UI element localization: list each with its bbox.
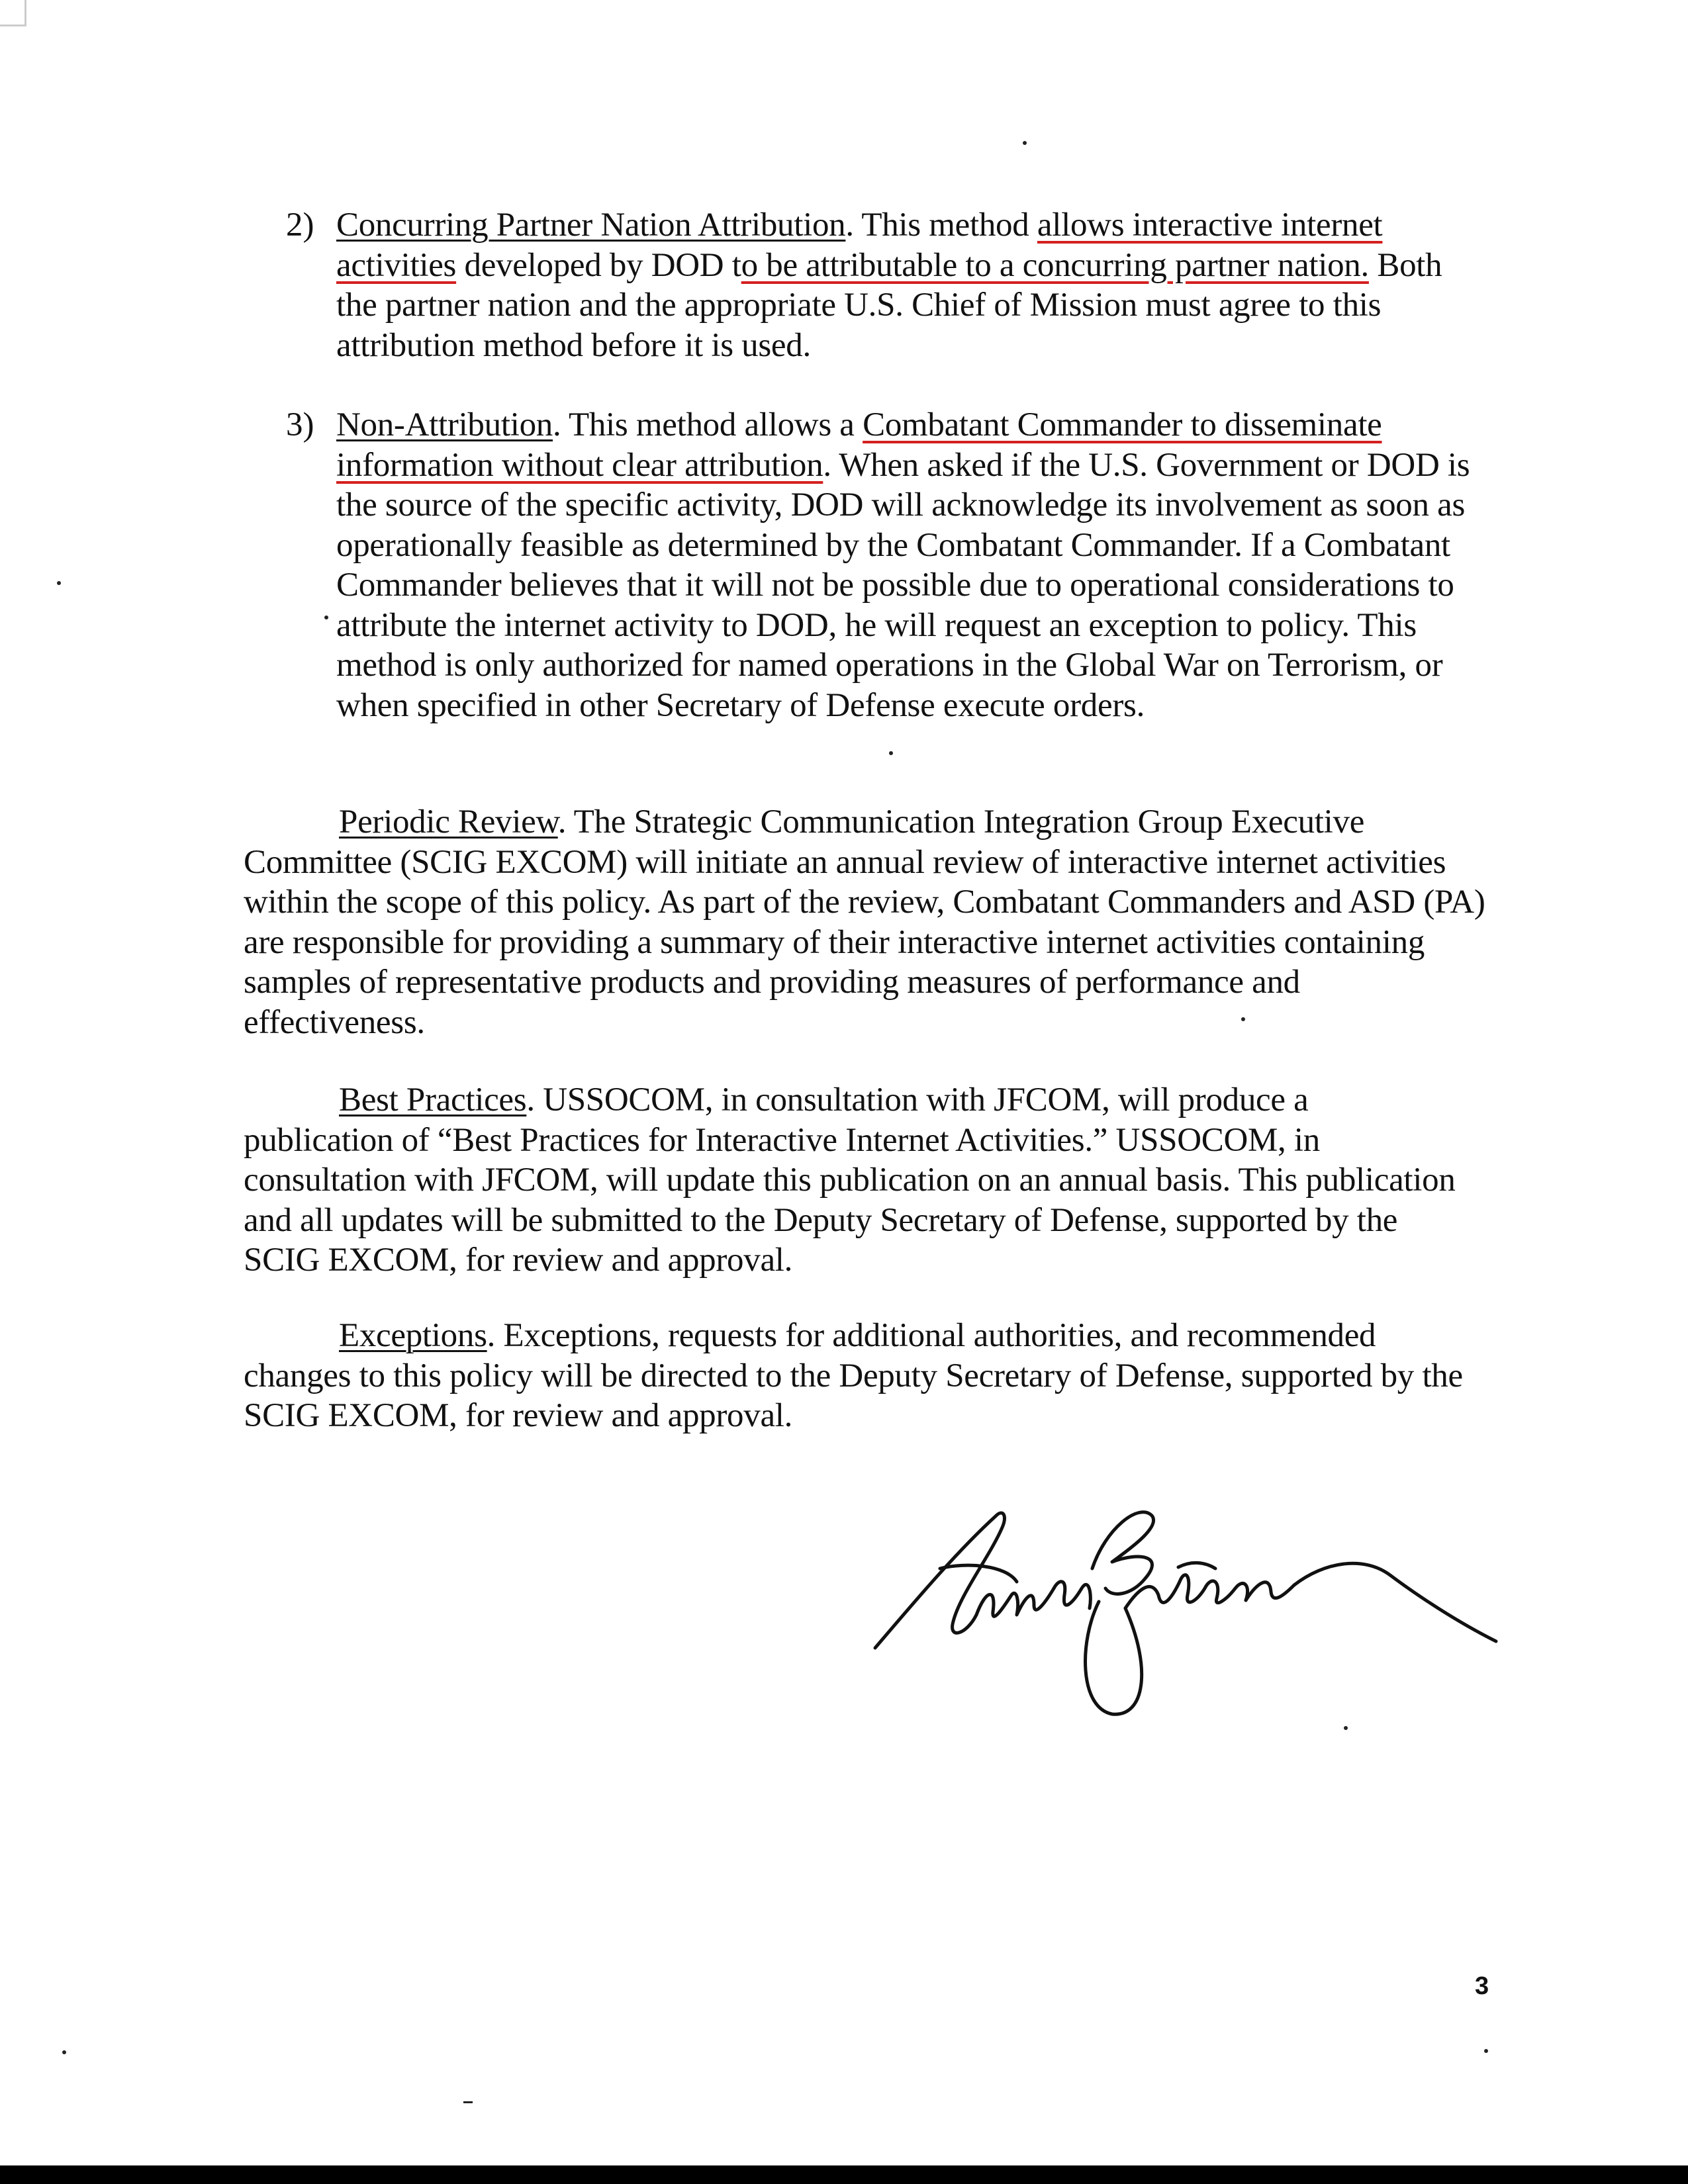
periodic-review-text: . The Strategic Communication Integration Group Executive Committee (SCIG EXCOM) will initiate an annual review of interactive internet activities within the scope of this policy. As part of the review, Combatant Commanders and ASD (PA) are responsible for providing a summary of their interactive internet activities containing samples of representative products and providing measures of performance and effectiveness.: [244, 803, 1485, 1041]
item-2-text-c: Both the partner nation and the appropriate U.S. Chief of Mission must agree to this attribution method before it is used.: [336, 246, 1442, 364]
item-2-red-underline-2: o be attributable to a concurring partner nation.: [741, 246, 1369, 284]
scan-speck: [889, 751, 893, 755]
best-practices-heading: Best Practices: [339, 1081, 527, 1118]
scan-speck: [463, 2101, 473, 2103]
item-3-number: 3): [286, 406, 314, 443]
handwritten-signature: [861, 1489, 1516, 1741]
exceptions-paragraph: [244, 1316, 1488, 1436]
scan-corner-mark: [0, 0, 26, 26]
item-2-red-underline-1: allows interactive internet activities: [336, 206, 1383, 284]
exceptions-text: . Exceptions, requests for additional authorities, and recommended changes to this policy will be directed to the Deputy Secretary of Defense, supported by the SCIG EXCOM, for review and approval.: [244, 1317, 1463, 1434]
item-3-text-a: . This method allows a: [552, 406, 863, 443]
item-3-text-b: . When asked if the U.S. Government or DOD is the source of the specific activity, DOD will acknowledge its involvement as soon as operationally feasible as determined by the Combatant Commander. If a Combatant Commander believes that it will not be possible due to operational considerations to attribute the internet activity to DOD, he will request an exception to policy. This method is only authorized for named operations in the Global War on Terrorism, or when specified in other Secretary of Defense execute orders.: [336, 446, 1470, 724]
item-3-heading: Non-Attribution: [336, 406, 553, 443]
scan-speck: [57, 581, 61, 585]
item-3-red-underline: Combatant Commander to disseminate information without clear attribution: [336, 406, 1382, 484]
periodic-review-paragraph: [244, 802, 1488, 1042]
scan-speck: [62, 2050, 66, 2054]
scan-speck: [1484, 2049, 1488, 2053]
item-2-text-a: . This method: [845, 206, 1037, 244]
item-2-number: 2): [286, 206, 314, 244]
page-number: 3: [1475, 1972, 1489, 2000]
best-practices-paragraph: [244, 1080, 1462, 1281]
scan-speck: [1344, 1726, 1348, 1730]
scan-speck: [1023, 141, 1027, 145]
exceptions-heading: Exceptions: [339, 1317, 487, 1354]
scan-speck: [1241, 1017, 1245, 1021]
item-2-paragraph: [336, 205, 1475, 365]
item-2-text-b: developed by DOD t: [456, 246, 741, 284]
periodic-review-heading: Periodic Review: [339, 803, 558, 841]
item-3-paragraph: [336, 405, 1508, 725]
scan-speck: [324, 615, 328, 619]
scan-bottom-band: [0, 2165, 1688, 2184]
item-2-heading: Concurring Partner Nation Attribution: [336, 206, 846, 244]
best-practices-text: . USSOCOM, in consultation with JFCOM, will produce a publication of “Best Practices for Interactive Internet Activities.” USSOCOM, in consultation with JFCOM, will update this publication on an annual basis. This publication and all updates will be submitted to the Deputy Secretary of Defense, supported by the SCIG EXCOM, for review and approval.: [244, 1081, 1456, 1279]
